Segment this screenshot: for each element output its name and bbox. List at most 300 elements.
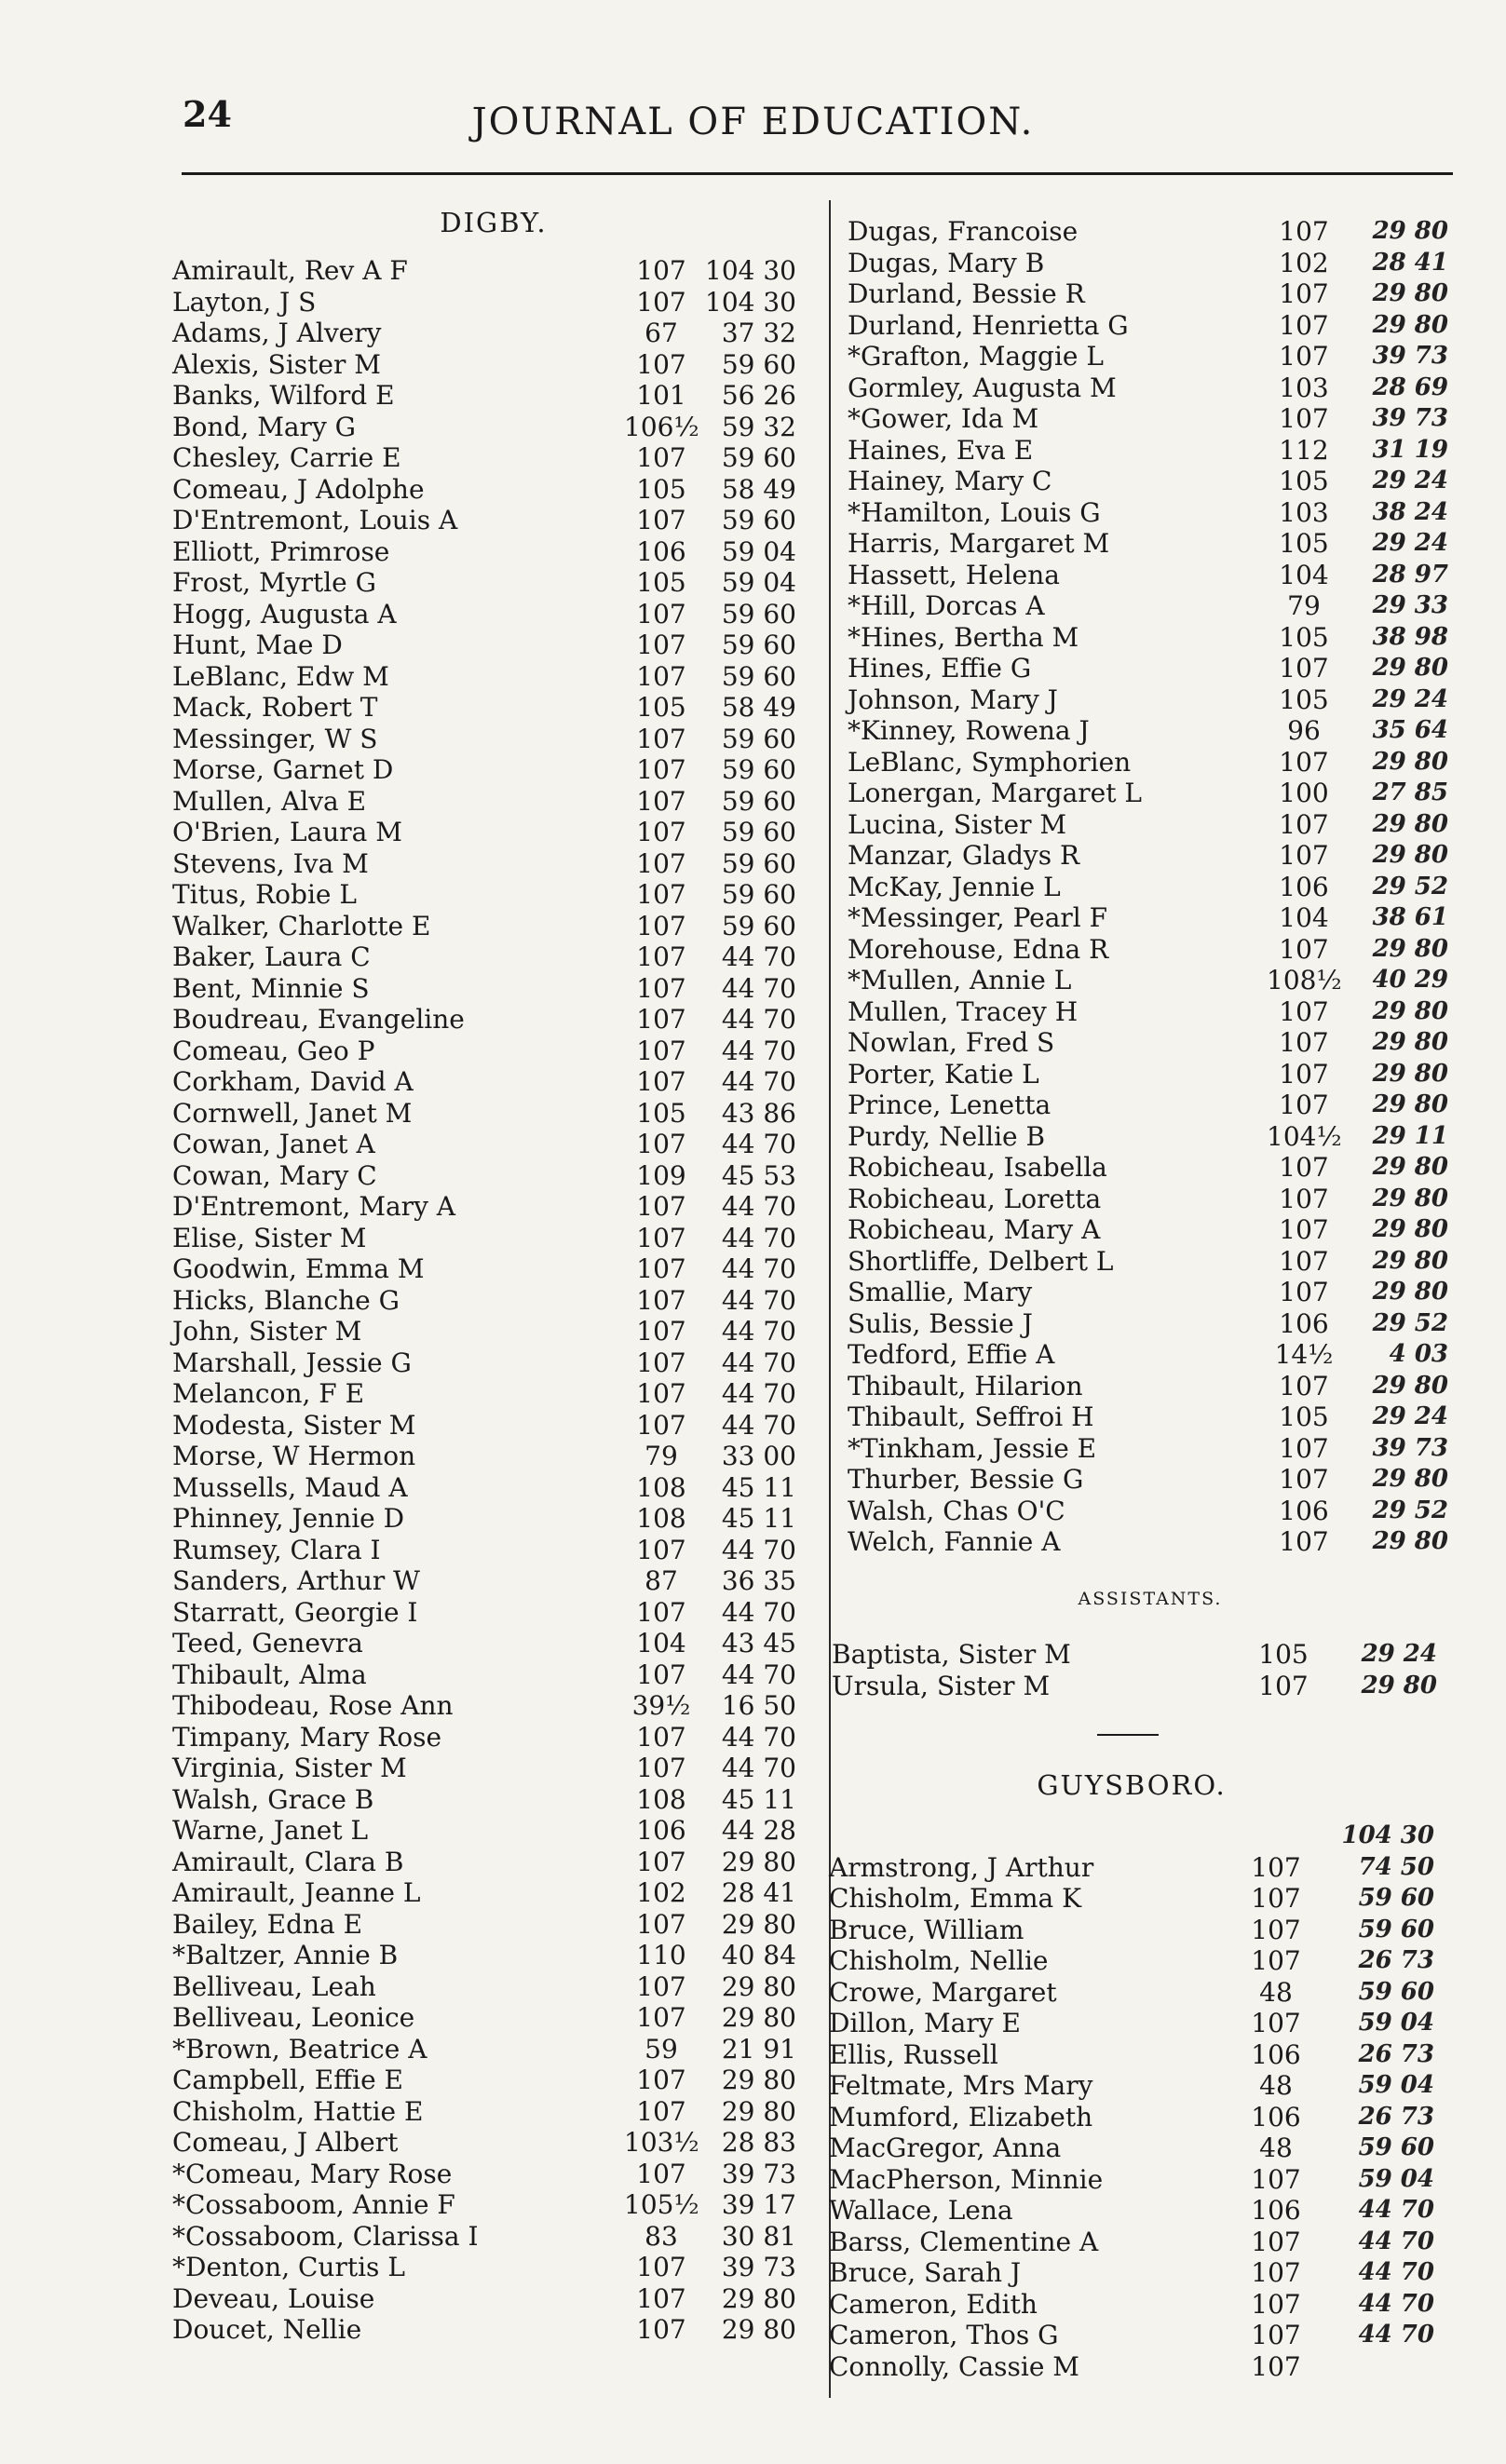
list-item	[172, 2189, 815, 2221]
list-item	[848, 1184, 1453, 1215]
days-taught: 107	[1279, 840, 1329, 871]
running-title: JOURNAL OF EDUCATION.	[471, 101, 1035, 143]
list-item	[848, 278, 1453, 310]
grant-amount: 26 73	[1358, 2102, 1434, 2131]
days-taught: 107	[636, 2002, 686, 2033]
days-taught: 105	[636, 1097, 686, 1129]
days-taught: 107	[636, 2065, 686, 2095]
grant-amount: 44 70	[721, 1253, 796, 1284]
list-item	[172, 505, 815, 536]
teacher-name: D'Entremont, Louis A	[172, 505, 458, 535]
teacher-name: Lonergan, Margaret L	[848, 778, 1142, 808]
list-item	[829, 2320, 1434, 2351]
list-item	[829, 2289, 1434, 2321]
list-item	[848, 996, 1453, 1028]
list-item	[172, 1659, 815, 1691]
teacher-name: Cornwell, Janet M	[172, 1097, 413, 1129]
grant-amount: 36 35	[721, 1565, 796, 1596]
list-item	[848, 1371, 1453, 1402]
teacher-name: *Baltzer, Annie B	[172, 1940, 399, 1970]
grant-amount: 44 70	[721, 1129, 796, 1159]
teacher-name: *Messinger, Pearl F	[848, 902, 1108, 933]
list-item	[172, 2252, 815, 2283]
days-taught: 105	[636, 692, 686, 723]
grant-amount: 29 52	[1372, 1496, 1448, 1524]
list-item	[172, 1971, 815, 2003]
teacher-name: Bailey, Edna E	[172, 1908, 363, 1940]
teacher-name: Chisholm, Nellie	[829, 1945, 1049, 1976]
days-taught: 107	[636, 286, 686, 318]
list-item	[172, 412, 815, 443]
list-item	[172, 1285, 815, 1317]
grant-amount: 39 73	[1372, 404, 1448, 432]
days-taught: 107	[1279, 1526, 1329, 1557]
days-taught: 107	[1251, 1883, 1301, 1914]
days-taught: 106½	[624, 411, 699, 442]
grant-amount: 44 70	[1358, 2196, 1434, 2224]
grant-amount: 44 70	[721, 1347, 796, 1378]
grant-amount: 29 33	[1372, 591, 1448, 619]
list-item	[172, 2096, 815, 2128]
teacher-name: Amirault, Jeanne L	[172, 1877, 421, 1908]
days-taught: 104	[1279, 902, 1329, 933]
list-item	[172, 2221, 815, 2253]
grant-amount: 104 30	[705, 255, 796, 286]
days-taught: 48	[1259, 2132, 1293, 2163]
guysboro-list	[829, 1821, 1434, 2382]
grant-amount: 37 32	[721, 318, 796, 348]
teacher-name: Deveau, Louise	[172, 2282, 375, 2314]
teacher-name: Titus, Robie L	[172, 879, 357, 910]
days-taught: 100	[1279, 778, 1329, 808]
days-taught: 107	[636, 255, 686, 286]
list-item	[172, 1722, 815, 1753]
teacher-name: Baptista, Sister M	[832, 1639, 1071, 1670]
days-taught: 107	[636, 660, 686, 692]
grant-amount: 44 70	[721, 1534, 796, 1565]
list-item	[172, 1191, 815, 1223]
days-taught: 107	[1251, 2288, 1301, 2320]
grant-amount: 16 50	[721, 1690, 796, 1721]
list-item	[829, 2351, 1434, 2383]
teacher-name: MacGregor, Anna	[829, 2132, 1062, 2163]
days-taught: 107	[636, 1129, 686, 1159]
teacher-name: Melancon, F E	[172, 1378, 365, 1409]
days-taught: 103	[1279, 496, 1329, 528]
teacher-name: Elliott, Primrose	[172, 535, 390, 567]
grant-amount: 44 70	[721, 1409, 796, 1441]
grant-amount: 59 60	[721, 847, 796, 879]
teacher-name: Sanders, Arthur W	[172, 1565, 420, 1596]
teacher-name: Belliveau, Leah	[172, 1970, 376, 2002]
digby-list-continued	[848, 216, 1453, 1558]
list-item	[172, 1940, 815, 1971]
grant-amount: 28 41	[1372, 248, 1448, 277]
teacher-name: *Mullen, Annie L	[848, 965, 1072, 995]
teacher-name: Chisholm, Emma K	[829, 1883, 1082, 1914]
teacher-name: *Kinney, Rowena J	[848, 715, 1090, 746]
days-taught: 107	[636, 1970, 686, 2002]
grant-amount: 44 70	[721, 1035, 796, 1066]
list-item	[172, 1098, 815, 1130]
days-taught: 105	[1279, 1401, 1329, 1432]
days-taught: 107	[1279, 1432, 1329, 1464]
teacher-name: Virginia, Sister M	[172, 1753, 407, 1783]
teacher-name: Walker, Charlotte E	[172, 910, 431, 941]
list-item	[172, 2127, 815, 2159]
days-taught: 79	[644, 1441, 678, 1471]
list-item	[829, 2070, 1434, 2102]
grant-amount: 28 83	[721, 2127, 796, 2158]
teacher-name: Durland, Bessie R	[848, 278, 1085, 309]
teacher-name: Amirault, Clara B	[172, 1846, 404, 1877]
teacher-name: Layton, J S	[172, 286, 317, 318]
list-item	[848, 684, 1453, 716]
days-taught: 106	[1251, 2038, 1301, 2070]
days-taught: 107	[636, 910, 686, 941]
teacher-name: Dugas, Francoise	[848, 216, 1079, 247]
days-taught: 107	[1279, 309, 1329, 341]
grant-amount: 59 60	[1358, 1977, 1434, 2006]
days-taught: 107	[636, 1908, 686, 1940]
teacher-name: Cowan, Janet A	[172, 1129, 375, 1159]
days-taught: 87	[644, 1565, 678, 1596]
days-taught: 106	[1279, 1307, 1329, 1339]
grant-amount: 39 73	[721, 2252, 796, 2282]
grant-amount: 44 70	[1358, 2227, 1434, 2255]
grant-amount: 29 80	[1361, 1671, 1437, 1699]
teacher-name: Hogg, Augusta A	[172, 598, 397, 630]
teacher-name: Comeau, J Albert	[172, 2127, 399, 2158]
list-item	[848, 560, 1453, 591]
days-taught: 103	[1279, 372, 1329, 403]
list-item	[848, 1464, 1453, 1496]
teacher-name: Marshall, Jessie G	[172, 1347, 412, 1378]
days-taught: 109	[636, 1159, 686, 1191]
list-item	[172, 1503, 815, 1535]
grant-amount: 44 70	[721, 1753, 796, 1783]
teacher-name: Prince, Lenetta	[848, 1090, 1051, 1120]
grant-amount: 29 80	[1372, 1527, 1448, 1555]
grant-amount: 59 04	[1358, 2009, 1434, 2037]
grant-amount: 29 52	[1372, 872, 1448, 900]
grant-amount: 29 24	[1372, 684, 1448, 713]
list-item	[172, 1690, 815, 1722]
days-taught: 101	[636, 380, 686, 411]
teacher-name: Porter, Katie L	[848, 1058, 1039, 1090]
days-taught: 108	[636, 1783, 686, 1815]
list-item	[172, 786, 815, 818]
days-taught: 106	[1251, 2195, 1301, 2226]
list-item	[848, 466, 1453, 497]
days-taught: 106	[636, 535, 686, 567]
list-item	[829, 2164, 1434, 2196]
days-taught: 105	[1279, 466, 1329, 496]
teacher-name: Nowlan, Fred S	[848, 1027, 1055, 1058]
grant-amount: 26 73	[1358, 1946, 1434, 1974]
teacher-name: *Gower, Ida M	[848, 403, 1039, 434]
grant-amount: 31 19	[1372, 435, 1448, 464]
days-taught: 107	[636, 505, 686, 535]
list-item	[848, 1339, 1453, 1371]
list-item	[172, 474, 815, 506]
grant-amount: 44 28	[721, 1815, 796, 1846]
teacher-name: Belliveau, Leonice	[172, 2002, 415, 2033]
days-taught: 107	[636, 1721, 686, 1753]
days-taught: 107	[636, 972, 686, 1004]
list-item	[172, 973, 815, 1005]
days-taught: 107	[1279, 653, 1329, 684]
grant-amount: 30 81	[721, 2220, 796, 2252]
teacher-name: Mumford, Elizabeth	[829, 2101, 1093, 2132]
grant-amount: 59 60	[721, 910, 796, 941]
list-item	[848, 1496, 1453, 1527]
list-item	[848, 902, 1453, 934]
list-item	[172, 536, 815, 568]
teacher-name: Adams, J Alvery	[172, 318, 382, 348]
days-taught: 106	[1279, 1495, 1329, 1526]
grant-amount: 59 60	[721, 348, 796, 380]
teacher-name: Thibault, Alma	[172, 1658, 367, 1690]
teacher-name: *Denton, Curtis L	[172, 2252, 405, 2282]
days-taught: 105	[1279, 528, 1329, 559]
list-item	[829, 2132, 1434, 2164]
days-taught: 105	[636, 567, 686, 598]
list-item	[172, 848, 815, 880]
days-taught: 107	[1251, 2226, 1301, 2257]
teacher-name: Modesta, Sister M	[172, 1409, 416, 1441]
days-taught: 107	[636, 630, 686, 660]
days-taught: 107	[636, 1004, 686, 1035]
grant-amount: 44 70	[721, 1378, 796, 1409]
days-taught: 102	[1279, 247, 1329, 278]
teacher-name: Chesley, Carrie E	[172, 442, 401, 473]
days-taught: 107	[636, 785, 686, 817]
days-taught: 107	[1279, 746, 1329, 778]
teacher-name: Doucet, Nellie	[172, 2314, 362, 2345]
teacher-name: Manzar, Gladys R	[848, 840, 1080, 871]
grant-amount: 44 70	[721, 1191, 796, 1222]
teacher-name: Feltmate, Mrs Mary	[829, 2070, 1093, 2101]
grant-amount: 29 24	[1372, 467, 1448, 494]
teacher-name: *Tinkham, Jessie E	[848, 1432, 1097, 1464]
grant-amount: 29 80	[1372, 217, 1448, 245]
days-taught: 107	[636, 1284, 686, 1316]
teacher-name: *Brown, Beatrice A	[172, 2033, 427, 2065]
list-item	[848, 809, 1453, 841]
teacher-name: *Hill, Dorcas A	[848, 590, 1045, 621]
grant-amount: 74 50	[1358, 1852, 1434, 1881]
teacher-name: Mack, Robert T	[172, 692, 378, 723]
list-item	[172, 1535, 815, 1566]
list-item	[172, 1129, 815, 1160]
list-item	[172, 1036, 815, 1067]
teacher-name: Stevens, Iva M	[172, 847, 369, 879]
teacher-name: Ellis, Russell	[829, 2038, 998, 2070]
list-item	[848, 1277, 1453, 1308]
teacher-name: Warne, Janet L	[172, 1815, 369, 1846]
list-item	[172, 630, 815, 661]
grant-amount: 40 84	[721, 1940, 796, 1970]
list-item	[172, 2034, 815, 2065]
grant-amount: 29 80	[1372, 279, 1448, 307]
grant-amount: 44 70	[1358, 2289, 1434, 2318]
teacher-name: Robicheau, Loretta	[848, 1183, 1102, 1214]
list-item	[172, 1597, 815, 1629]
teacher-name: Tedford, Effie A	[848, 1339, 1055, 1370]
days-taught: 107	[636, 847, 686, 879]
teacher-name: Armstrong, J Arthur	[829, 1851, 1094, 1883]
list-item	[848, 1401, 1453, 1433]
days-taught: 108	[636, 1503, 686, 1534]
teacher-name: Banks, Wilford E	[172, 380, 395, 411]
list-item	[172, 911, 815, 942]
grant-amount: 29 80	[1372, 1215, 1448, 1243]
days-taught: 107	[1279, 933, 1329, 965]
teacher-name: Ursula, Sister M	[832, 1670, 1051, 1701]
teacher-name: Walsh, Chas O'C	[848, 1495, 1065, 1526]
grant-amount: 28 41	[721, 1877, 796, 1908]
header-rule	[182, 172, 1453, 175]
list-item	[848, 715, 1453, 747]
list-item	[829, 2039, 1434, 2071]
list-item	[172, 1316, 815, 1347]
teacher-name: Elise, Sister M	[172, 1222, 367, 1253]
grant-amount: 59 04	[1358, 2071, 1434, 2099]
days-taught: 107	[1279, 403, 1329, 434]
list-item	[172, 349, 815, 381]
grant-amount: 58 49	[721, 473, 796, 505]
days-taught: 107	[636, 442, 686, 473]
list-item	[848, 965, 1453, 996]
days-taught: 107	[1279, 995, 1329, 1027]
grant-amount: 29 80	[721, 1970, 796, 2002]
days-taught: 110	[636, 1940, 686, 1970]
list-item	[832, 1671, 1437, 1702]
list-item	[829, 1915, 1434, 1946]
grant-amount: 59 04	[721, 567, 796, 598]
list-item	[848, 1526, 1453, 1558]
days-taught: 67	[644, 318, 678, 348]
grant-amount: 58 49	[721, 692, 796, 723]
teacher-name: Messinger, W S	[172, 723, 378, 754]
list-item	[848, 778, 1453, 809]
days-taught: 107	[636, 2314, 686, 2345]
grant-amount: 44 70	[721, 1658, 796, 1690]
list-item	[172, 661, 815, 693]
teacher-name: Baker, Laura C	[172, 941, 371, 972]
teacher-name: Bruce, Sarah J	[829, 2257, 1022, 2288]
days-taught: 102	[636, 1877, 686, 1908]
grant-amount: 59 60	[721, 442, 796, 473]
days-taught: 107	[636, 348, 686, 380]
days-taught: 107	[636, 1253, 686, 1284]
list-item	[848, 747, 1453, 778]
list-item	[172, 1160, 815, 1192]
teacher-name: *Cossaboom, Clarissa I	[172, 2220, 479, 2252]
days-taught: 107	[636, 2158, 686, 2189]
grant-amount: 38 61	[1372, 903, 1448, 931]
list-item	[172, 1909, 815, 1941]
days-taught: 107	[1251, 2008, 1301, 2038]
grant-amount: 29 52	[1372, 1308, 1448, 1337]
grant-amount: 59 60	[721, 660, 796, 692]
grant-amount: 33 00	[721, 1441, 796, 1471]
list-item	[829, 2227, 1434, 2258]
teacher-name: D'Entremont, Mary A	[172, 1191, 456, 1222]
teacher-name: Teed, Genevra	[172, 1628, 363, 1658]
days-taught: 107	[1251, 2257, 1301, 2288]
grant-amount: 45 53	[721, 1159, 796, 1191]
teacher-name: Dugas, Mary B	[848, 247, 1045, 278]
days-taught: 107	[636, 1658, 686, 1690]
list-item	[848, 528, 1453, 560]
teacher-name: John, Sister M	[172, 1316, 362, 1347]
list-item	[848, 1308, 1453, 1340]
grant-amount: 29 80	[1372, 1059, 1448, 1088]
days-taught: 79	[1287, 590, 1321, 621]
teacher-name: Frost, Myrtle G	[172, 567, 377, 598]
section-heading-digby: DIGBY.	[440, 207, 548, 238]
teacher-name: Bent, Minnie S	[172, 972, 370, 1004]
list-item	[848, 1246, 1453, 1278]
teacher-name: O'Brien, Laura M	[172, 817, 402, 847]
grant-amount: 44 70	[721, 1316, 796, 1347]
grant-amount: 59 60	[721, 598, 796, 630]
list-item	[829, 2008, 1434, 2039]
list-item	[848, 622, 1453, 654]
list-item	[172, 318, 815, 349]
teacher-name: Phinney, Jennie D	[172, 1503, 405, 1534]
grant-amount: 29 80	[1372, 1028, 1448, 1056]
grant-amount: 59 60	[721, 630, 796, 660]
grant-amount: 29 80	[1372, 1184, 1448, 1212]
grant-amount: 29 80	[1372, 310, 1448, 339]
teacher-name: Connolly, Cassie M	[829, 2350, 1079, 2382]
days-taught: 104½	[1267, 1120, 1342, 1152]
list-item	[832, 1639, 1437, 1671]
grant-amount: 59 60	[721, 817, 796, 847]
days-taught: 105	[1279, 684, 1329, 715]
list-item	[172, 1565, 815, 1597]
list-item	[848, 1059, 1453, 1090]
teacher-name: Rumsey, Clara I	[172, 1534, 381, 1565]
grant-amount: 29 80	[1372, 1090, 1448, 1118]
days-taught: 107	[1251, 2163, 1301, 2195]
teacher-name: *Comeau, Mary Rose	[172, 2158, 453, 2189]
days-taught: 107	[1251, 1945, 1301, 1976]
teacher-name: Welch, Fannie A	[848, 1526, 1061, 1557]
days-taught: 107	[636, 1846, 686, 1877]
list-item	[829, 2257, 1434, 2289]
grant-amount: 59 60	[721, 505, 796, 535]
list-item	[172, 2283, 815, 2315]
grant-amount: 29 24	[1372, 529, 1448, 557]
grant-amount: 29 80	[721, 2282, 796, 2314]
days-taught: 107	[1279, 1027, 1329, 1058]
list-item	[848, 341, 1453, 372]
days-taught: 107	[1279, 1152, 1329, 1183]
teacher-name: *Grafton, Maggie L	[848, 341, 1104, 372]
grant-amount: 29 80	[1372, 1278, 1448, 1306]
list-item	[172, 1815, 815, 1847]
grant-amount: 40 29	[1372, 966, 1448, 994]
days-taught: 104	[636, 1628, 686, 1658]
days-taught: 107	[636, 879, 686, 910]
teacher-name: Goodwin, Emma M	[172, 1253, 425, 1284]
days-taught: 107	[1251, 2350, 1301, 2382]
grant-amount: 59 60	[721, 785, 796, 817]
